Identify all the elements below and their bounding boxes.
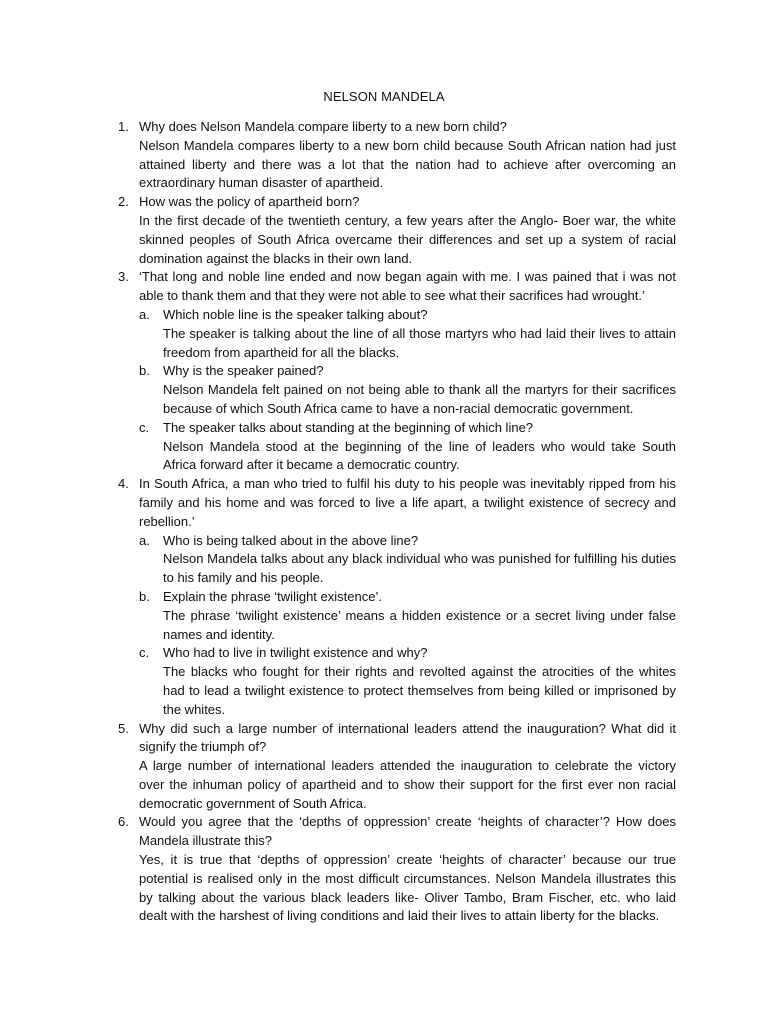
sub-question-a	[139, 306, 676, 362]
question-item-2	[118, 193, 676, 268]
item-number: 1.	[118, 119, 129, 134]
sub-question-b	[139, 362, 676, 418]
sub-question-text: Which noble line is the speaker talking about?	[163, 306, 428, 322]
item-number: 3.	[118, 269, 129, 285]
sub-question-list	[139, 532, 676, 720]
sub-answer-text: Nelson Mandela felt pained on not being able to thank all the martyrs for their sacrifices because of which South Africa came to have a non-racial democratic government.	[163, 382, 676, 416]
sub-answer-text: The speaker is talking about the line of all those martyrs who had laid their lives to attain freedom from apartheid for all the blacks.	[163, 325, 676, 360]
question-text: How was the policy of apartheid born?	[139, 194, 360, 210]
sub-letter: c.	[139, 419, 150, 435]
question-text: ‘That long and noble line ended and now began again with me. I was pained that i was not able to thank them and that they were not able to see what their sacrifices had wrought.’	[139, 269, 676, 304]
sub-question-text: Explain the phrase ‘twilight existence’.	[163, 588, 382, 604]
item-number: 4.	[118, 476, 129, 492]
question-list	[118, 118, 676, 926]
answer-text: Nelson Mandela compares liberty to a new born child because South African nation had just attained liberty and there was a lot that the nation had to achieve after overcoming an extraordinary human disaster of apartheid.	[139, 137, 676, 191]
answer-text: Yes, it is true that ‘depths of oppression’ create ‘heights of character’ because our true potential is realised only in the most difficult circumstances. Nelson Mandela illustrates this by talking about the various black leaders like- Oliver Tambo, Bram Fischer, etc. who laid dealt with the harshest of living conditions and laid their lives to attain liberty for the blacks.	[139, 852, 676, 924]
question-text: Would you agree that the ‘depths of oppression’ create ‘heights of character’? How does Mandela illustrate this?	[139, 814, 676, 849]
item-number: 5.	[118, 720, 129, 736]
question-text: Why does Nelson Mandela compare liberty to a new born child?	[139, 119, 507, 134]
question-item-1	[118, 118, 676, 193]
sub-answer-text: The phrase ‘twilight existence’ means a hidden existence or a secret living under false names and identity.	[163, 607, 676, 642]
answer-text: A large number of international leaders attended the inauguration to celebrate the victory over the inhuman policy of apartheid and to show their support for the first ever non racial democratic government of South Africa.	[139, 758, 676, 811]
question-item-6	[118, 813, 676, 926]
question-item-3	[118, 268, 676, 475]
sub-answer-text: The blacks who fought for their rights and revolted against the atrocities of the whites had to lead a twilight existence to protect themselves from being killed or imprisoned by the whites.	[163, 664, 676, 717]
question-text: In South Africa, a man who tried to fulfil his duty to his people was inevitably ripped from his family and his home and was forced to live a life apart, a twilight existence of secrecy and rebellion.’	[139, 476, 676, 529]
sub-question-c	[139, 644, 676, 719]
sub-letter: c.	[139, 645, 150, 661]
sub-question-text: Who is being talked about in the above line?	[163, 532, 419, 548]
sub-question-list	[139, 306, 676, 475]
sub-question-text: Why is the speaker pained?	[163, 363, 324, 379]
sub-question-a	[139, 532, 676, 588]
answer-text: In the first decade of the twentieth century, a few years after the Anglo- Boer war, the white skinned peoples of South Africa overcame their differences and set up a system of racial domination against the blacks in their own land.	[139, 212, 676, 266]
item-number: 6.	[118, 814, 129, 830]
sub-question-text: The speaker talks about standing at the beginning of which line?	[163, 419, 534, 435]
sub-answer-text: Nelson Mandela stood at the beginning of the line of leaders who would take South Africa forward after it became a democratic country.	[163, 438, 676, 473]
sub-letter: a.	[139, 532, 150, 548]
question-text: Why did such a large number of international leaders attend the inauguration? What did it signify the triumph of?	[139, 720, 676, 755]
sub-question-text: Who had to live in twilight existence and why?	[163, 645, 428, 661]
page-title: NELSON MANDELA	[323, 89, 445, 104]
item-number: 2.	[118, 194, 129, 210]
sub-letter: a.	[139, 306, 150, 322]
sub-letter: b.	[139, 363, 150, 379]
sub-letter: b.	[139, 588, 150, 604]
sub-question-b	[139, 588, 676, 644]
sub-question-c	[139, 419, 676, 475]
question-item-5	[118, 720, 676, 814]
question-item-4	[118, 475, 676, 719]
sub-answer-text: Nelson Mandela talks about any black individual who was punished for fulfilling his duties to his family and his people.	[163, 551, 676, 586]
